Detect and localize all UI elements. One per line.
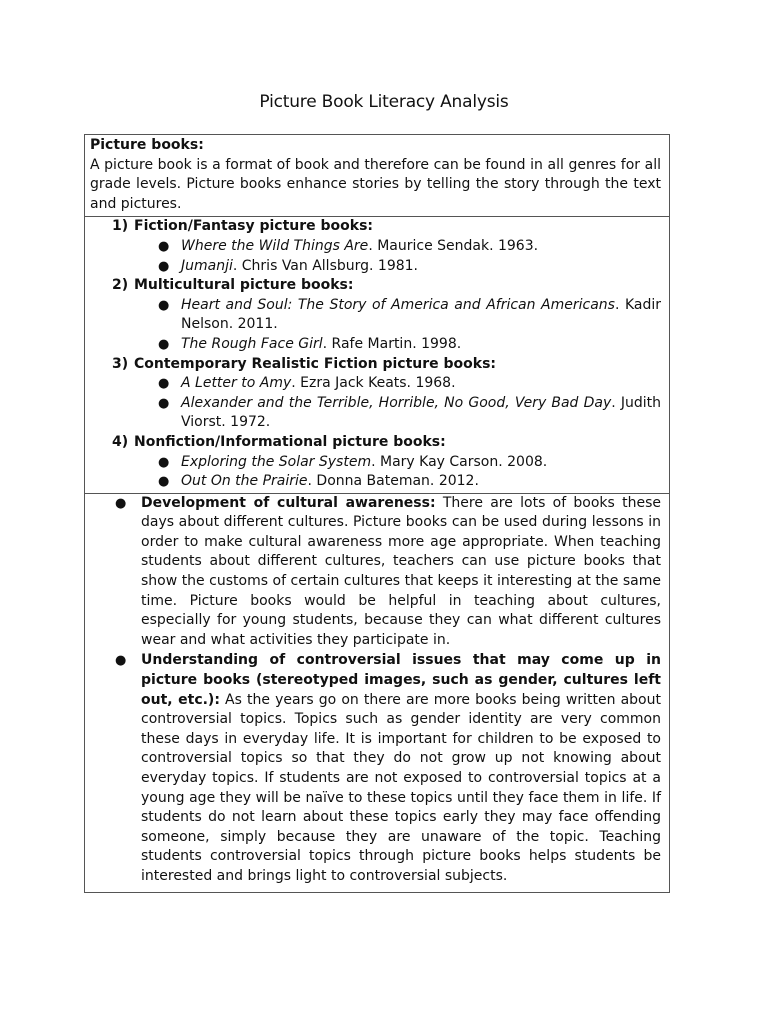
note-body: As the years go on there are more books being written about controversial topics. Topics such as gender identity are very common these days in everyday life. It is important for children to be exposed to controversial topics so that they do not grow up not knowing about everyday topics. If students are not exposed to controversial topics at a young age they will be naïve to these topics until they face them in life. If students do not learn about these topics early they may face offending someone, simply because they are unaware of the topic. Teaching students controversial topics through picture books helps students be interested and brings light to controversial subjects. bbox=[141, 691, 661, 884]
book-item bbox=[90, 237, 661, 257]
book-title: Exploring the Solar System bbox=[181, 453, 372, 470]
book-list bbox=[90, 237, 661, 276]
book-list bbox=[90, 374, 661, 433]
book-title: Heart and Soul: The Story of America and African Americans bbox=[181, 296, 615, 313]
bullet-icon: ● bbox=[158, 258, 170, 274]
category-heading bbox=[90, 276, 661, 296]
book-title: Jumanji bbox=[181, 257, 233, 274]
book-title: A Letter to Amy bbox=[181, 375, 292, 392]
book-details: . Mary Kay Carson. 2008. bbox=[371, 453, 548, 470]
note-text bbox=[141, 651, 661, 886]
book-title: Alexander and the Terrible, Horrible, No Good, Very Bad Day bbox=[181, 394, 612, 411]
analysis-table bbox=[84, 134, 670, 893]
book-item bbox=[90, 257, 661, 277]
note-heading: Development of cultural awareness: bbox=[141, 494, 436, 511]
book-title: Where the Wild Things Are bbox=[181, 237, 369, 254]
category-list bbox=[90, 217, 661, 491]
book-item bbox=[90, 394, 661, 433]
notes-list bbox=[90, 494, 661, 887]
book-details: . Maurice Sendak. 1963. bbox=[368, 237, 539, 254]
category-label: Contemporary Realistic Fiction picture books: bbox=[134, 355, 497, 372]
book-details: . Rafe Martin. 1998. bbox=[322, 335, 462, 352]
category-number: 4) bbox=[112, 433, 129, 450]
book-details: . Chris Van Allsburg. 1981. bbox=[232, 257, 418, 274]
bullet-icon: ● bbox=[115, 653, 127, 669]
book-categories-cell bbox=[85, 217, 669, 493]
category-label: Fiction/Fantasy picture books: bbox=[134, 218, 374, 235]
book-list bbox=[90, 453, 661, 492]
note-body: There are lots of books these days about different cultures. Picture books can be used during lessons in order to make cultural awareness more age appropriate. When teaching students about different cultures, teachers can use picture books that show the customs of certain cultures that keeps it interesting at the same time. Picture books would be helpful in teaching about cultures, especially for young students, because they can what different cultures wear and what activities they participate in. bbox=[141, 494, 661, 648]
document-title: Picture Book Literacy Analysis bbox=[259, 92, 509, 112]
book-details: . Judith Viorst. 1972. bbox=[181, 394, 661, 431]
book-citation bbox=[181, 453, 661, 473]
bullet-icon: ● bbox=[158, 238, 170, 254]
picture-books-heading: Picture books: bbox=[90, 137, 204, 153]
picture-books-intro: A picture book is a format of book and therefore can be found in all genres for all grade levels. Picture books enhance stories by telling the story through the text and pictures. bbox=[90, 156, 661, 212]
category-heading bbox=[90, 355, 661, 375]
book-citation bbox=[181, 374, 661, 394]
note-heading: Understanding of controversial issues that may come up in picture books (stereotyped images, such as gender, cultures left out, etc.): bbox=[141, 652, 661, 708]
book-citation bbox=[181, 296, 661, 335]
bullet-icon: ● bbox=[158, 454, 170, 470]
book-item bbox=[90, 453, 661, 473]
book-title: The Rough Face Girl bbox=[181, 335, 323, 352]
category-number: 3) bbox=[112, 355, 129, 372]
book-citation bbox=[181, 472, 661, 492]
bullet-icon: ● bbox=[158, 395, 170, 411]
note-item bbox=[90, 651, 661, 886]
bullet-icon: ● bbox=[158, 474, 170, 490]
category-label: Nonfiction/Informational picture books: bbox=[134, 433, 446, 450]
bullet-icon: ● bbox=[158, 376, 170, 392]
category-number: 2) bbox=[112, 277, 129, 294]
book-details: . Kadir Nelson. 2011. bbox=[181, 296, 661, 333]
book-details: . Donna Bateman. 2012. bbox=[307, 473, 479, 490]
notes-cell bbox=[85, 494, 669, 892]
book-details: . Ezra Jack Keats. 1968. bbox=[291, 375, 456, 392]
book-citation bbox=[181, 394, 661, 433]
book-item bbox=[90, 472, 661, 492]
book-item bbox=[90, 296, 661, 335]
book-list bbox=[90, 296, 661, 355]
category-label: Multicultural picture books: bbox=[134, 277, 354, 294]
bullet-icon: ● bbox=[158, 336, 170, 352]
book-item bbox=[90, 335, 661, 355]
book-citation bbox=[181, 257, 661, 277]
book-title: Out On the Prairie bbox=[181, 473, 308, 490]
note-text bbox=[141, 494, 661, 651]
picture-books-cell bbox=[85, 135, 669, 217]
category-number: 1) bbox=[112, 218, 129, 235]
book-citation bbox=[181, 335, 661, 355]
category-heading bbox=[90, 217, 661, 237]
book-citation bbox=[181, 237, 661, 257]
note-item bbox=[90, 494, 661, 651]
category-heading bbox=[90, 433, 661, 453]
bullet-icon: ● bbox=[115, 495, 127, 511]
bullet-icon: ● bbox=[158, 297, 170, 313]
book-item bbox=[90, 374, 661, 394]
